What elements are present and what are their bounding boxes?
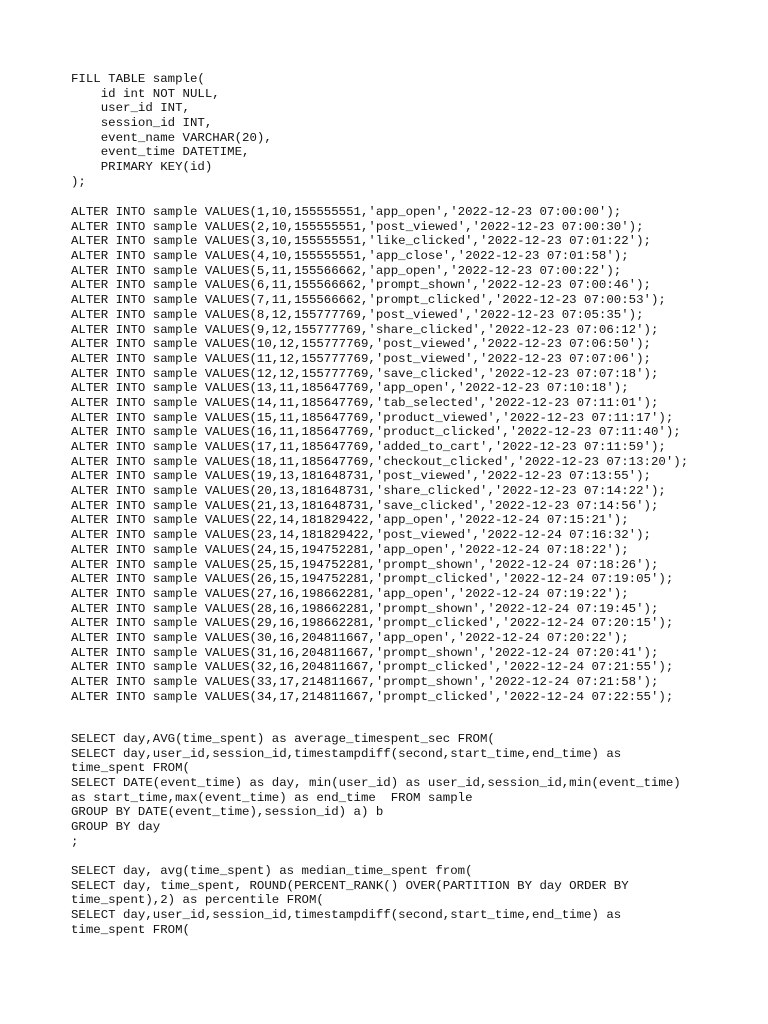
- code-line: ALTER INTO sample VALUES(11,12,155777769,'post_viewed','2022-12-23 07:07:06');: [71, 351, 651, 366]
- code-line: ALTER INTO sample VALUES(3,10,155555551,'like_clicked','2022-12-23 07:01:22');: [71, 234, 651, 249]
- code-line: SELECT day, avg(time_spent) as median_time_spent from(: [71, 864, 473, 878]
- code-line: ALTER INTO sample VALUES(31,16,204811667,'prompt_shown','2022-12-24 07:20:41');: [71, 645, 659, 660]
- code-line: ALTER INTO sample VALUES(20,13,181648731,'share_clicked','2022-12-23 07:14:22');: [71, 484, 666, 499]
- code-line: time_spent FROM(: [71, 922, 190, 937]
- code-line: user_id INT,: [71, 101, 190, 116]
- code-line: time_spent FROM(: [71, 761, 190, 776]
- code-line: PRIMARY KEY(id): [71, 160, 213, 175]
- code-line: id int NOT NULL,: [71, 86, 220, 101]
- code-line: session_id INT,: [71, 116, 213, 131]
- code-line: ALTER INTO sample VALUES(5,11,155566662,'app_open','2022-12-23 07:00:22');: [71, 263, 622, 278]
- code-line: SELECT day,user_id,session_id,timestampdiff(second,start_time,end_time) as: [71, 746, 622, 761]
- code-line: ALTER INTO sample VALUES(18,11,185647769,'checkout_clicked','2022-12-23 07:13:20');: [71, 454, 689, 469]
- code-line: as start_time,max(event_time) as end_time FROM sample: [71, 790, 473, 805]
- code-line: event_time DATETIME,: [71, 145, 250, 160]
- code-line: SELECT DATE(event_time) as day, min(user_id) as user_id,session_id,min(event_time): [71, 776, 681, 791]
- code-line: SELECT day, time_spent, ROUND(PERCENT_RANK() OVER(PARTITION BY day ORDER BY: [71, 878, 629, 893]
- code-line: ALTER INTO sample VALUES(19,13,181648731,'post_viewed','2022-12-23 07:13:55');: [71, 469, 651, 484]
- code-line: ALTER INTO sample VALUES(15,11,185647769,'product_viewed','2022-12-23 07:11:17');: [71, 410, 674, 425]
- code-line: ALTER INTO sample VALUES(21,13,181648731,'save_clicked','2022-12-23 07:14:56');: [71, 498, 659, 513]
- code-line: ALTER INTO sample VALUES(13,11,185647769,'app_open','2022-12-23 07:10:18');: [71, 381, 629, 396]
- code-line: ALTER INTO sample VALUES(10,12,155777769,'post_viewed','2022-12-23 07:06:50');: [71, 337, 651, 352]
- code-line: ALTER INTO sample VALUES(2,10,155555551,'post_viewed','2022-12-23 07:00:30');: [71, 219, 644, 234]
- code-line: ALTER INTO sample VALUES(24,15,194752281,'app_open','2022-12-24 07:18:22');: [71, 542, 629, 557]
- code-line: ALTER INTO sample VALUES(27,16,198662281,'app_open','2022-12-24 07:19:22');: [71, 586, 629, 601]
- average-timespent-query: [71, 732, 681, 850]
- code-line: SELECT day,user_id,session_id,timestampdiff(second,start_time,end_time) as: [71, 908, 622, 923]
- code-line: ALTER INTO sample VALUES(30,16,204811667,'app_open','2022-12-24 07:20:22');: [71, 630, 629, 645]
- code-line: ALTER INTO sample VALUES(1,10,155555551,'app_open','2022-12-23 07:00:00');: [71, 205, 622, 219]
- code-line: ALTER INTO sample VALUES(34,17,214811667,'prompt_clicked','2022-12-24 07:22:55');: [71, 689, 674, 704]
- create-table-statement: [71, 72, 272, 190]
- code-line: ALTER INTO sample VALUES(32,16,204811667,'prompt_clicked','2022-12-24 07:21:55');: [71, 660, 674, 675]
- code-line: ALTER INTO sample VALUES(8,12,155777769,'post_viewed','2022-12-23 07:05:35');: [71, 307, 644, 322]
- code-line: ALTER INTO sample VALUES(33,17,214811667,'prompt_shown','2022-12-24 07:21:58');: [71, 675, 659, 689]
- median-timespent-query: [71, 864, 629, 937]
- code-line: ;: [71, 834, 79, 849]
- code-line: SELECT day,AVG(time_spent) as average_timespent_sec FROM(: [71, 732, 495, 746]
- code-line: ALTER INTO sample VALUES(26,15,194752281,'prompt_clicked','2022-12-24 07:19:05');: [71, 572, 674, 587]
- code-line: GROUP BY day: [71, 820, 161, 835]
- code-line: event_name VARCHAR(20),: [71, 130, 272, 145]
- code-line: ALTER INTO sample VALUES(25,15,194752281,'prompt_shown','2022-12-24 07:18:26');: [71, 557, 659, 572]
- code-line: time_spent),2) as percentile FROM(: [71, 893, 324, 908]
- code-line: GROUP BY DATE(event_time),session_id) a) b: [71, 805, 384, 820]
- code-line: ALTER INTO sample VALUES(7,11,155566662,'prompt_clicked','2022-12-23 07:00:53');: [71, 293, 666, 308]
- code-line: ALTER INTO sample VALUES(12,12,155777769,'save_clicked','2022-12-23 07:07:18');: [71, 366, 659, 381]
- code-line: ALTER INTO sample VALUES(23,14,181829422,'post_viewed','2022-12-24 07:16:32');: [71, 528, 651, 543]
- code-line: ALTER INTO sample VALUES(17,11,185647769,'added_to_cart','2022-12-23 07:11:59');: [71, 440, 666, 454]
- code-line: FILL TABLE sample(: [71, 72, 205, 86]
- code-line: ALTER INTO sample VALUES(29,16,198662281,'prompt_clicked','2022-12-24 07:20:15');: [71, 616, 674, 631]
- code-line: ALTER INTO sample VALUES(28,16,198662281,'prompt_shown','2022-12-24 07:19:45');: [71, 601, 659, 616]
- code-line: ALTER INTO sample VALUES(9,12,155777769,'share_clicked','2022-12-23 07:06:12');: [71, 322, 659, 337]
- code-line: ALTER INTO sample VALUES(22,14,181829422,'app_open','2022-12-24 07:15:21');: [71, 513, 629, 528]
- code-line: ALTER INTO sample VALUES(16,11,185647769,'product_clicked','2022-12-23 07:11:40');: [71, 425, 681, 440]
- code-line: ALTER INTO sample VALUES(4,10,155555551,'app_close','2022-12-23 07:01:58');: [71, 249, 629, 264]
- code-line: ALTER INTO sample VALUES(6,11,155566662,'prompt_shown','2022-12-23 07:00:46');: [71, 278, 651, 293]
- code-line: ALTER INTO sample VALUES(14,11,185647769,'tab_selected','2022-12-23 07:11:01');: [71, 395, 659, 410]
- insert-statements: [71, 205, 688, 704]
- code-line: );: [71, 174, 86, 189]
